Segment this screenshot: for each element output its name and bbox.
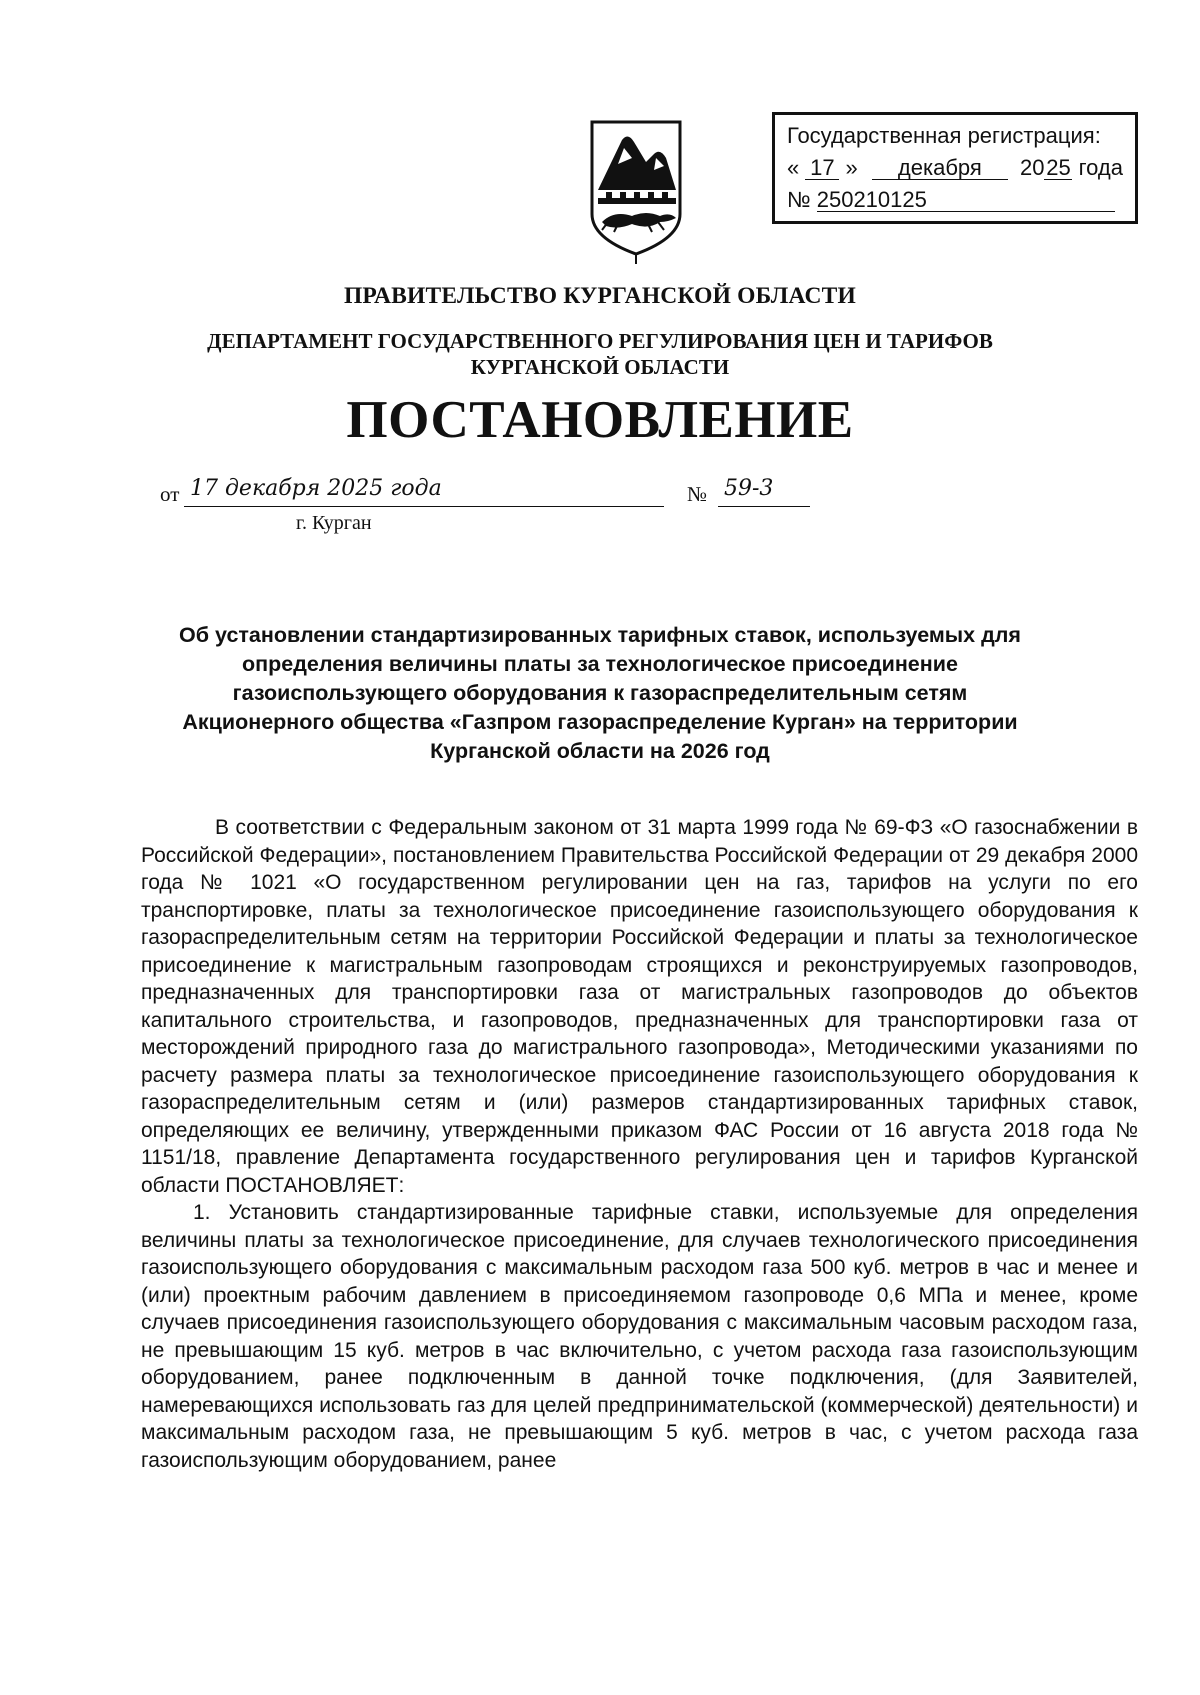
- document-body: [141, 814, 1138, 1474]
- registration-year-prefix: 20: [1020, 155, 1045, 180]
- registration-number-row: [787, 187, 1115, 213]
- department-name: [0, 328, 1200, 380]
- subject-line3: газоиспользующего оборудования к газораспределительным сетям: [232, 681, 968, 705]
- registration-date: [787, 155, 1123, 181]
- department-name-line2: КУРГАНСКОЙ ОБЛАСТИ: [470, 355, 730, 379]
- registration-day-open: «: [787, 155, 800, 180]
- registration-day: 17: [805, 156, 839, 180]
- registration-day-close: »: [845, 155, 858, 180]
- coat-of-arms-emblem: [588, 118, 684, 266]
- handwritten-number: 59-3: [724, 476, 774, 501]
- registration-stamp: [772, 112, 1138, 224]
- department-name-line1: ДЕПАРТАМЕНТ ГОСУДАРСТВЕННОГО РЕГУЛИРОВАНИЯ ЦЕН И ТАРИФОВ: [207, 329, 993, 353]
- registration-caption: Государственная регистрация:: [787, 123, 1101, 148]
- registration-number: 250210125: [817, 188, 1115, 212]
- city-name: г. Курган: [296, 512, 372, 534]
- item-1-paragraph: 1. Установить стандартизированные тарифные ставки, используемые для определения величины платы за технологическое присоединение, для случаев технологического присоединения газоиспользующего оборудования с максимальным расходом газа 500 куб. метров в час и менее и (или) проектным рабочим давлением в присоединяемом газопроводе 0,6 МПа и менее, кроме случаев присоединения газоиспользующего оборудования с максимальным часовым расходом газа, не превышающим 15 куб. метров в час включительно, с учетом расхода газа газоиспользующим оборудованием, ранее подключенным в данной точке подключения, (для Заявителей, намеревающихся использовать газ для целей предпринимательской (коммерческой) деятельности) и максимальным расходом газа, не превышающим 5 куб. метров в час, с учетом расхода газа газоиспользующим оборудованием, ранее: [141, 1201, 1138, 1472]
- registration-year-word: года: [1078, 155, 1123, 180]
- subject-line1: Об установлении стандартизированных тарифных ставок, используемых для: [179, 623, 1021, 647]
- registration-number-label: №: [787, 187, 811, 212]
- document-type-title: ПОСТАНОВЛЕНИЕ: [346, 391, 854, 449]
- subject-line2: определения величины платы за технологическое присоединение: [242, 652, 958, 676]
- government-name: ПРАВИТЕЛЬСТВО КУРГАНСКОЙ ОБЛАСТИ: [343, 283, 857, 309]
- date-from-label: от: [160, 482, 180, 506]
- registration-month: декабря: [872, 156, 1008, 180]
- preamble-paragraph: В соответствии с Федеральным законом от 31 марта 1999 года № 69-ФЗ «О газоснабжении в Российской Федерации», постановлением Правительства Российской Федерации от 29 декабря 2000 года № 1021 «О государственном регулировании цен на газ, тарифов на услуги по его транспортировке, платы за технологическое присоединение газоиспользующего оборудования к газораспределительным сетям на территории Российской Федерации и платы за технологическое присоединение к магистральным газопроводам строящихся и реконструируемых газопроводов, предназначенных для транспортировки газа от магистральных газопроводов до объектов капитального строительства, и газопроводов, предназначенных для транспортировки газа от месторождений природного газа до магистрального газопровода», Методическими указаниями по расчету размера платы за технологическое присоединение газоиспользующего оборудования к газораспределительным сетям и (или) размеров стандартизированных тарифных ставок, определяющих ее величину, утвержденными приказом ФАС России от 16 августа 2018 года № 1151/18, правление Департамента государственного регулирования цен и тарифов Курганской области ПОСТАНОВЛЯЕТ:: [141, 816, 1138, 1197]
- subject-line4: Акционерного общества «Газпром газораспределение Курган» на территории: [182, 710, 1018, 734]
- number-field: [718, 478, 810, 507]
- date-field: [184, 478, 664, 507]
- handwritten-date: 17 декабря 2025 года: [190, 476, 442, 501]
- subject-line5: Курганской области на 2026 год: [430, 739, 770, 763]
- number-label: №: [687, 482, 708, 506]
- registration-year-suffix: 25: [1046, 155, 1071, 180]
- subject-heading: [150, 621, 1050, 766]
